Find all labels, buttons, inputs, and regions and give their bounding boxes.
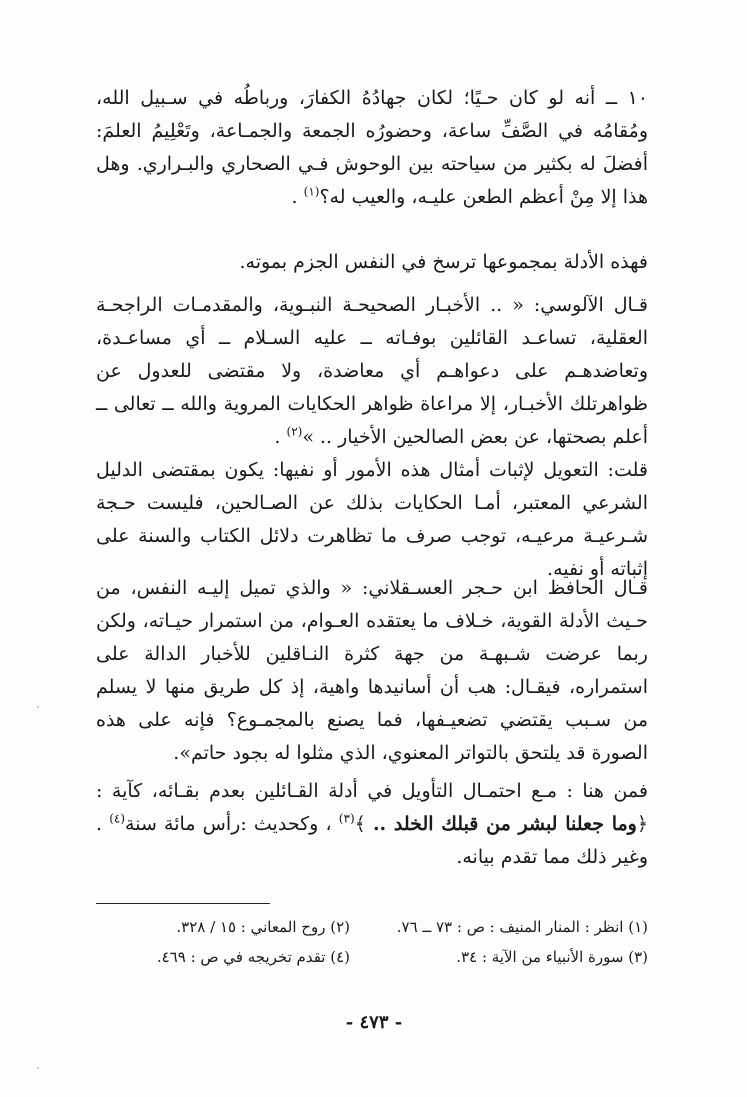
body-text-3 [96, 289, 648, 454]
quran-close-bracket: ﴾ [354, 813, 373, 835]
footnote-1: (١) انظر : المنار المنيف : ص : ٧٣ ــ ٧٦. [396, 918, 648, 936]
paragraph-6 [96, 775, 648, 874]
body-text-6 [96, 775, 648, 874]
footnote-3: (٣) سورة الأنبياء من الآية : ٣٤. [456, 948, 648, 966]
body-text-5 [96, 572, 648, 770]
page-number: - ٤٧٣ - [345, 1012, 403, 1033]
paragraph-1 [96, 82, 648, 214]
footnote-ref-2[interactable]: (٢) [286, 424, 303, 439]
paragraph-2-text: فهذه الأدلة بمجموعها ترسخ في النفس الجزم بموته. [239, 251, 648, 273]
footnote-row-1 [96, 916, 648, 940]
scan-speck [37, 1067, 39, 1069]
quran-verse: وما جعلنا لبشر من قبلك الخلد .. [372, 813, 637, 835]
paragraph-5 [96, 572, 648, 770]
paragraph-4-text: قلت: التعويل لإثبات أمثال هذه الأمور أو نفيها: يكون بمقتضى الدليل الشرعي المعتبر، أمـا الحكايات بذلك عن الصـالحين، فليست حـجة شـرعيـة مرعيـه، توجب صرف ما تظاهرت دلائل الكتاب والسنة على إثباته أو نفيه. [96, 459, 648, 580]
paragraph-3-text: قـال الآلوسي: « .. الأخبـار الصحيحـة النبـوية، والمقدمـات الراجحـة العقلية، تساعـد القائلين بوفـاته ــ عليه السـلام ــ أي مساعـدة، وتعاضدهـم على دعواهـم أي معاضدة، ولا مقتضى للعدول عن ظواهرتلك الأخبـار، إلا مراعاة ظواهر الحكايات المروية والله ــ تعالى ــ أعلم بصحتها، عن بعض الصالحين الأخيار .. » [96, 294, 648, 448]
body-text-4 [96, 454, 648, 586]
footnote-ref-4[interactable]: (٤) [109, 811, 126, 826]
paragraph-3 [96, 289, 648, 454]
footnote-ref-3[interactable]: (٣) [338, 811, 355, 826]
paragraph-6-lead: فمن هنا : مـع احتمـال التأويل في أدلة القـائلين بعدم بقـائه، كآية : ﴿ [96, 780, 648, 835]
footnote-ref-1[interactable]: (١) [303, 184, 320, 199]
body-text [96, 82, 648, 214]
paragraph-2 [96, 246, 648, 279]
paragraph-1-tail: . [291, 186, 304, 208]
scan-speck [37, 706, 39, 708]
paragraph-5-text: قـال الحافظ ابن حـجر العسـقلاني: « والذي تميل إليـه النفس، من حـيث الأدلة القوية، خـلاف ما يعتقده العـوام، من استمرار حيـاته، ولكن ربما عرضت شـبهـة من جهة كثرة النـاقلين للأخبار الدالة على استمراره، فيقـال: هب أن أسانيدها واهية، إذ كل طريق منها لا يسلم من سـبب يقتضي تضعيـفها، فما يصنع بالمجمـوع؟ فإنه على هذه الصورة قد يلتحق بالتواتر المعنوي، الذي مثلوا له بجود حاتم». [96, 577, 648, 764]
footnote-4: (٤) تقدم تخريجه في ص : ٤٦٩. [156, 948, 350, 966]
paragraph-3-tail: . [274, 426, 287, 448]
body-text-2 [96, 246, 648, 279]
paragraph-6-tail: . وغير ذلك مما تقدم بيانه. [96, 813, 648, 868]
paragraph-1-text: ١٠ ــ أنه لو كان حـيًا؛ لكان جهادُهُ الكفارَ، ورباطُه في سـبيل الله، ومُقامُه في الصَّفِّ ساعة، وحضورُه الجمعة والجمـاعة، وتَعْلِيمُ العلمَ: أفضلَ له بكثير من سياحته بين الوحوش فـي الصحاري والبـراري. وهل هذا إلا مِنْ أعظم الطعن عليـه، والعيب له؟ [96, 87, 648, 208]
footnote-divider [96, 903, 270, 904]
footnote-2: (٢) روح المعاني : ١٥ / ٣٢٨. [176, 918, 350, 936]
footnote-row-2 [96, 946, 648, 970]
paragraph-4 [96, 454, 648, 586]
paragraph-6-middle: ، وكحديث :رأس مائة سنة [125, 813, 339, 835]
